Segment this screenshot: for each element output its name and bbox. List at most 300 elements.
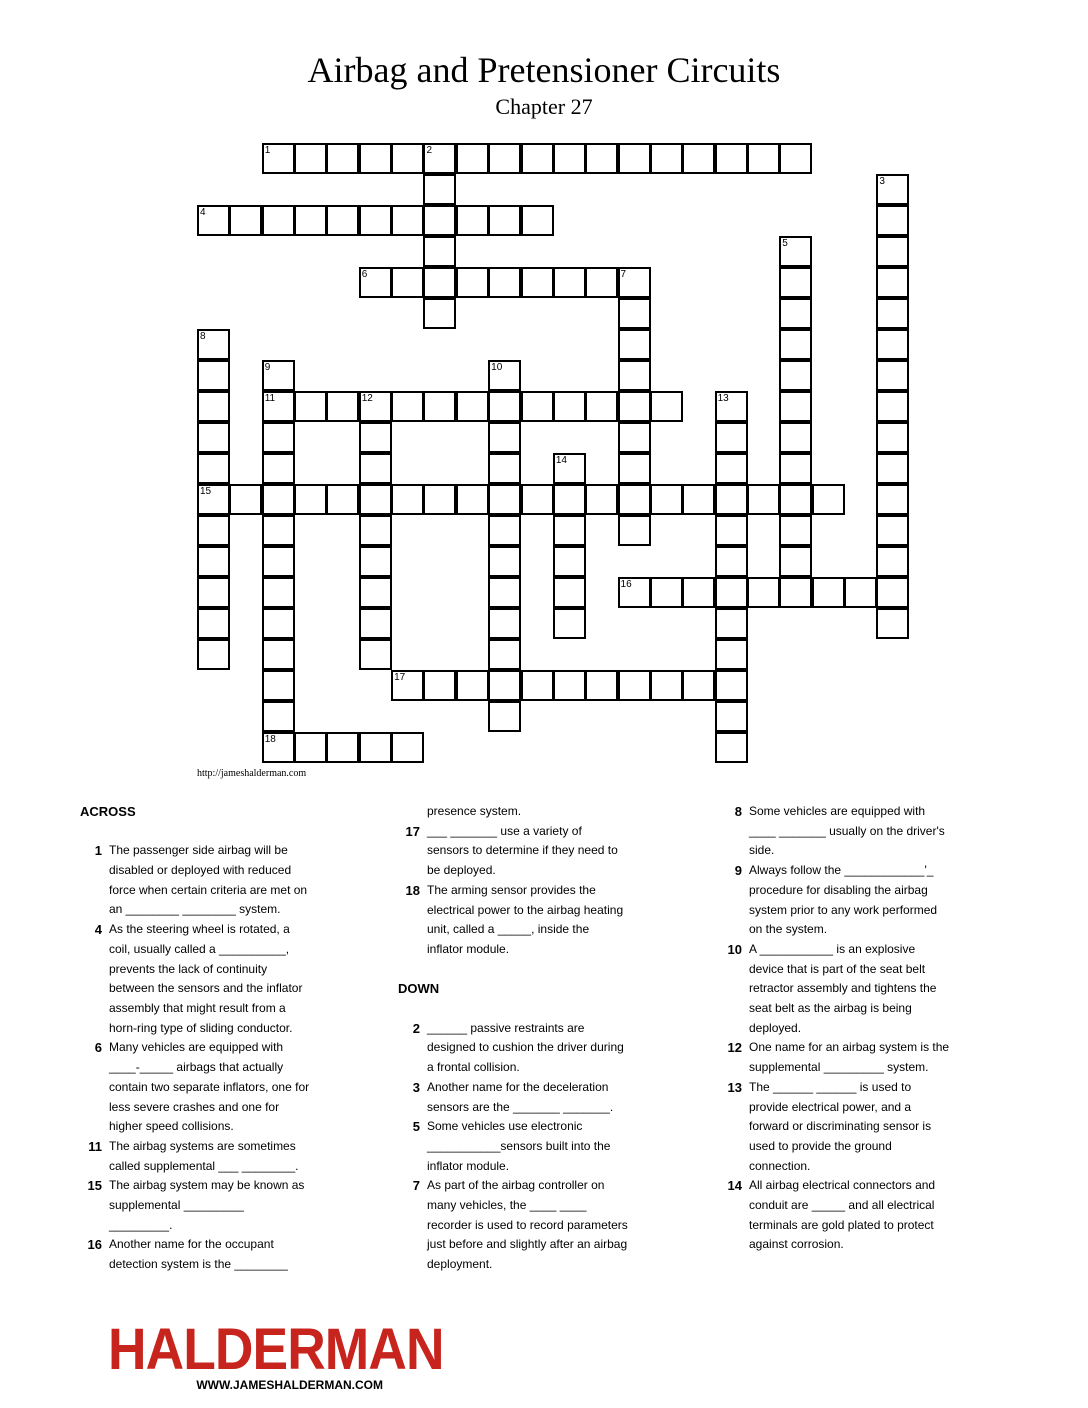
crossword-cell[interactable] [618,670,651,701]
clue-line [720,960,980,980]
crossword-cell[interactable] [294,484,327,515]
crossword-cell[interactable] [262,205,295,236]
crossword-cell[interactable] [488,546,521,577]
crossword-cell[interactable] [715,484,748,515]
clue-text: Always follow the ____________'_ [749,863,934,878]
crossword-cell[interactable] [618,422,651,453]
crossword-cell[interactable] [650,391,683,422]
clue-text: between the sensors and the inflator [109,981,303,996]
clue-number [398,1255,420,1275]
crossword-cell[interactable] [262,577,295,608]
clue-number: 16 [87,1237,102,1253]
crossword-cell[interactable] [423,143,456,174]
crossword-cell[interactable] [262,391,295,422]
clue-text: called supplemental ___ ________. [109,1158,299,1173]
crossword-cell[interactable] [423,174,456,205]
crossword-cell[interactable] [650,484,683,515]
clue-text: Another name for the occupant [109,1237,274,1252]
clue-number [398,1058,420,1078]
clue-line [720,940,980,960]
crossword-cell[interactable] [488,577,521,608]
crossword-cell[interactable] [488,143,521,174]
crossword-cell[interactable] [197,205,230,236]
crossword-cell[interactable] [197,546,230,577]
clue-number [720,1216,742,1236]
crossword-cell[interactable] [715,670,748,701]
crossword-cell[interactable] [585,267,618,298]
clue-number [80,1157,102,1177]
crossword-cell[interactable] [585,391,618,422]
crossword-cell[interactable] [553,670,586,701]
clue-text: recorder is used to record parameters [427,1217,628,1232]
clue-text: forward or discriminating sensor is [749,1119,932,1134]
crossword-cell[interactable] [715,577,748,608]
crossword-cell[interactable] [262,732,295,763]
clue-text: A ___________ is an explosive [749,941,916,956]
crossword-cell[interactable] [779,422,812,453]
clue-number: 2 [412,1020,420,1036]
crossword-cell[interactable] [391,391,424,422]
clue-number [398,1196,420,1216]
crossword-cell[interactable] [844,577,877,608]
crossword-cell[interactable] [359,546,392,577]
crossword-cell[interactable] [197,453,230,484]
clue-number [398,1098,420,1118]
clue-line [80,861,330,881]
crossword-cell[interactable] [229,205,262,236]
clue-line [398,1216,658,1236]
crossword-cell[interactable] [456,267,489,298]
crossword-cell[interactable] [876,360,909,391]
crossword-cell[interactable] [359,732,392,763]
crossword-cell[interactable] [876,546,909,577]
crossword-cell[interactable] [618,360,651,391]
crossword-cell[interactable] [423,236,456,267]
crossword-cell[interactable] [521,670,554,701]
crossword-cell[interactable] [876,391,909,422]
crossword-cell[interactable] [747,484,780,515]
crossword-cell[interactable] [553,484,586,515]
clue-line [80,999,330,1019]
crossword-cell[interactable] [876,329,909,360]
clue-number [80,960,102,980]
crossword-cell[interactable] [488,515,521,546]
clue-number: 11 [88,1138,102,1154]
clue-number [720,999,742,1019]
crossword-cell[interactable] [262,360,295,391]
crossword-cell[interactable] [585,143,618,174]
crossword-cell[interactable] [876,174,909,205]
crossword-cell[interactable] [553,391,586,422]
crossword-cell[interactable] [423,205,456,236]
crossword-cell[interactable] [618,143,651,174]
crossword-cell[interactable] [876,298,909,329]
crossword-cell[interactable] [521,143,554,174]
clue-line [720,1098,980,1118]
crossword-cell[interactable] [715,608,748,639]
clue-line [80,1078,330,1098]
crossword-cell[interactable] [197,577,230,608]
crossword-cell[interactable] [521,484,554,515]
clue-number [398,841,420,861]
clue-number [720,920,742,940]
clue-line [398,1019,658,1039]
cell-number: 17 [394,672,406,683]
crossword-cell[interactable] [359,205,392,236]
clue-line [80,940,330,960]
crossword-cell[interactable] [391,143,424,174]
clue-text: Many vehicles are equipped with [109,1040,284,1055]
clue-line [720,1176,980,1196]
crossword-cell[interactable] [359,577,392,608]
crossword-cell[interactable] [682,484,715,515]
clues-column-2 [398,802,658,1275]
cell-number: 2 [426,145,432,156]
clue-number [398,901,420,921]
crossword-cell[interactable] [359,422,392,453]
clue-line [398,920,658,940]
clue-text: Some vehicles use electronic [427,1119,583,1134]
crossword-cell[interactable] [229,484,262,515]
crossword-cell[interactable] [715,391,748,422]
crossword-cell[interactable] [197,422,230,453]
clue-number: 5 [412,1119,420,1135]
crossword-cell[interactable] [423,391,456,422]
clue-line [720,802,980,822]
crossword-cell[interactable] [488,670,521,701]
crossword-cell[interactable] [521,267,554,298]
crossword-cell[interactable] [262,453,295,484]
crossword-cell[interactable] [359,608,392,639]
clue-line [720,1117,980,1137]
clue-text: One name for an airbag system is the [749,1040,950,1055]
crossword-cell[interactable] [779,143,812,174]
crossword-cell[interactable] [359,453,392,484]
clue-text: As the steering wheel is rotated, a [109,922,290,937]
crossword-cell[interactable] [456,391,489,422]
crossword-cell[interactable] [294,732,327,763]
clue-line [398,1098,658,1118]
crossword-cell[interactable] [618,515,651,546]
crossword-cell[interactable] [197,484,230,515]
crossword-cell[interactable] [326,143,359,174]
clue-number [80,1216,102,1236]
clue-line [720,1038,980,1058]
clue-line [80,960,330,980]
crossword-cell[interactable] [715,143,748,174]
crossword-cell[interactable] [876,453,909,484]
clue-number [80,1196,102,1216]
crossword-cell[interactable] [294,391,327,422]
crossword-cell[interactable] [262,608,295,639]
crossword-cell[interactable] [423,484,456,515]
clue-number [398,1038,420,1058]
clue-number [720,841,742,861]
crossword-cell[interactable] [359,267,392,298]
clue-text: ___ _______ use a variety of [427,823,582,838]
crossword-cell[interactable] [715,453,748,484]
crossword-cell[interactable] [488,639,521,670]
crossword-cell[interactable] [488,701,521,732]
crossword-cell[interactable] [488,608,521,639]
crossword-cell[interactable] [423,298,456,329]
crossword-cell[interactable] [618,577,651,608]
crossword-cell[interactable] [682,143,715,174]
clue-line [80,900,330,920]
crossword-cell[interactable] [456,670,489,701]
clue-text: contain two separate inflators, one for [109,1079,310,1094]
clue-line [720,1216,980,1236]
cell-number: 8 [200,331,206,342]
crossword-cell[interactable] [294,143,327,174]
crossword-cell[interactable] [391,732,424,763]
crossword-cell[interactable] [747,143,780,174]
crossword-cell[interactable] [488,422,521,453]
clue-number [80,999,102,1019]
crossword-cell[interactable] [553,546,586,577]
clue-number [398,1157,420,1177]
crossword-cell[interactable] [197,329,230,360]
cell-number: 7 [620,269,627,280]
clue-text: As part of the airbag controller on [427,1178,605,1193]
crossword-cell[interactable] [359,515,392,546]
crossword-cell[interactable] [715,701,748,732]
down-heading: DOWN [398,981,440,997]
crossword-cell[interactable] [876,236,909,267]
clue-text: terminals are gold plated to protect [749,1217,934,1232]
clue-text: sensors to determine if they need to [427,843,618,858]
crossword-cell[interactable] [618,298,651,329]
crossword-cell[interactable] [553,608,586,639]
clue-text: be deployed. [427,863,496,878]
crossword-cell[interactable] [779,484,812,515]
crossword-cell[interactable] [488,267,521,298]
crossword-cell[interactable] [812,577,845,608]
crossword-cell[interactable] [391,267,424,298]
crossword-cell[interactable] [747,577,780,608]
crossword-cell[interactable] [553,267,586,298]
clue-number [720,1019,742,1039]
crossword-cell[interactable] [779,515,812,546]
crossword-cell[interactable] [682,577,715,608]
crossword-cell[interactable] [618,391,651,422]
clue-text: assembly that might result from a [109,1001,286,1015]
clue-text: All airbag electrical connectors and [749,1178,936,1193]
crossword-cell[interactable] [779,267,812,298]
crossword-cell[interactable] [618,484,651,515]
crossword-cell[interactable] [326,205,359,236]
crossword-cell[interactable] [812,484,845,515]
crossword-cell[interactable] [715,515,748,546]
crossword-cell[interactable] [359,391,392,422]
crossword-cell[interactable] [326,732,359,763]
crossword-cell[interactable] [262,639,295,670]
clue-number: 8 [734,804,742,819]
clue-text: ____ _______ usually on the driver's [749,823,945,838]
crossword-cell[interactable] [618,329,651,360]
clue-text: horn-ring type of sliding conductor. [109,1020,293,1035]
crossword-cell[interactable] [456,143,489,174]
crossword-cell[interactable] [715,639,748,670]
crossword-cell[interactable] [650,670,683,701]
crossword-cell[interactable] [876,267,909,298]
crossword-cell[interactable] [876,577,909,608]
clue-line [720,1235,980,1255]
crossword-cell[interactable] [779,546,812,577]
crossword-cell[interactable] [876,205,909,236]
clue-line [398,1235,658,1255]
crossword-cell[interactable] [262,546,295,577]
clue-text: higher speed collisions. [109,1119,234,1134]
clue-text: many vehicles, the ____ ____ [427,1198,587,1213]
crossword-cell[interactable] [779,453,812,484]
crossword-cell[interactable] [585,670,618,701]
crossword-cell[interactable] [262,701,295,732]
crossword-cell[interactable] [488,484,521,515]
crossword-cell[interactable] [650,143,683,174]
clue-number [80,1098,102,1118]
crossword-cell[interactable] [391,484,424,515]
crossword-cell[interactable] [618,453,651,484]
clue-number [398,920,420,940]
clue-number [398,940,420,960]
crossword-cell[interactable] [779,298,812,329]
clue-text: coil, usually called a __________, [109,941,290,956]
crossword-cell[interactable] [553,453,586,484]
crossword-cell[interactable] [262,670,295,701]
crossword-cell[interactable] [359,143,392,174]
crossword-cell[interactable] [553,143,586,174]
clue-text: detection system is the ________ [109,1257,288,1272]
crossword-cell[interactable] [262,422,295,453]
clue-line [80,979,330,999]
crossword-cell[interactable] [488,205,521,236]
clue-line [80,1117,330,1137]
clue-line [398,822,658,842]
clue-line [720,1137,980,1157]
clue-number [80,881,102,901]
clue-line [720,1157,980,1177]
crossword-cell[interactable] [715,732,748,763]
crossword-cell[interactable] [359,639,392,670]
crossword-cell[interactable] [423,670,456,701]
crossword-cell[interactable] [876,422,909,453]
crossword-cell[interactable] [521,205,554,236]
crossword-cell[interactable] [585,484,618,515]
crossword-cell[interactable] [618,267,651,298]
crossword-cell[interactable] [876,608,909,639]
crossword-cell[interactable] [779,360,812,391]
crossword-cell[interactable] [391,205,424,236]
clue-line [80,841,330,861]
crossword-cell[interactable] [488,453,521,484]
crossword-cell[interactable] [197,608,230,639]
crossword-cell[interactable] [876,484,909,515]
clue-line [398,861,658,881]
clue-text: conduit are _____ and all electrical [749,1198,935,1213]
clue-number [720,979,742,999]
clue-number: 17 [405,823,420,839]
crossword-cell[interactable] [456,205,489,236]
crossword-cell[interactable] [197,515,230,546]
crossword-cell[interactable] [553,577,586,608]
crossword-cell[interactable] [521,391,554,422]
clue-number [720,960,742,980]
crossword-cell[interactable] [326,484,359,515]
crossword-cell[interactable] [423,267,456,298]
crossword-cell[interactable] [488,360,521,391]
clue-text: Another name for the deceleration [427,1079,609,1094]
crossword-cell[interactable] [715,422,748,453]
crossword-cell[interactable] [262,143,295,174]
clue-text: connection. [749,1158,811,1173]
clue-text: ____-_____ airbags that actually [109,1060,284,1075]
clue-number [720,1117,742,1137]
clue-text: deployment. [427,1257,493,1272]
clue-line [398,901,658,921]
clue-number [80,940,102,960]
clue-number: 15 [87,1178,102,1194]
across-heading: ACROSS [80,804,136,819]
crossword-cell[interactable] [456,484,489,515]
clue-text: supplemental _________ system. [749,1060,929,1075]
crossword-cell[interactable] [262,484,295,515]
crossword-cell[interactable] [197,360,230,391]
clue-text: unit, called a _____, inside the [427,922,590,937]
cell-number: 1 [264,145,271,156]
crossword-cell[interactable] [553,515,586,546]
crossword-cell[interactable] [650,577,683,608]
clue-number [80,1078,102,1098]
clue-number [398,1216,420,1236]
crossword-cell[interactable] [779,236,812,267]
clue-number [720,1157,742,1177]
clue-number [398,1137,420,1157]
clue-number [720,822,742,842]
crossword-cell[interactable] [294,205,327,236]
clue-text: sensors are the _______ _______. [427,1099,614,1114]
chapter-subtitle: Chapter 27 [495,94,593,119]
clue-text: The ______ ______ is used to [749,1079,912,1094]
clue-number [80,1019,102,1039]
crossword-cell[interactable] [682,670,715,701]
crossword-cell[interactable] [197,639,230,670]
clue-line [398,841,658,861]
cell-number: 3 [879,176,885,187]
crossword-cell[interactable] [197,391,230,422]
clue-number: 6 [94,1040,102,1056]
crossword-cell[interactable] [488,391,521,422]
crossword-cell[interactable] [779,391,812,422]
clue-line [398,1157,658,1177]
crossword-cell[interactable] [262,515,295,546]
cell-number: 10 [491,362,503,373]
crossword-cell[interactable] [876,515,909,546]
clue-text: ______ passive restraints are [427,1020,585,1035]
crossword-cell[interactable] [391,670,424,701]
crossword-cell[interactable] [326,391,359,422]
crossword-cell[interactable] [779,577,812,608]
crossword-cell[interactable] [779,329,812,360]
clue-line [398,1137,658,1157]
crossword-cell[interactable] [359,484,392,515]
clue-number: 4 [94,922,102,938]
clue-line [398,881,658,901]
clue-number [80,979,102,999]
crossword-cell[interactable] [715,546,748,577]
clue-number [720,1098,742,1118]
clue-text: The airbag system may be known as [109,1178,305,1193]
